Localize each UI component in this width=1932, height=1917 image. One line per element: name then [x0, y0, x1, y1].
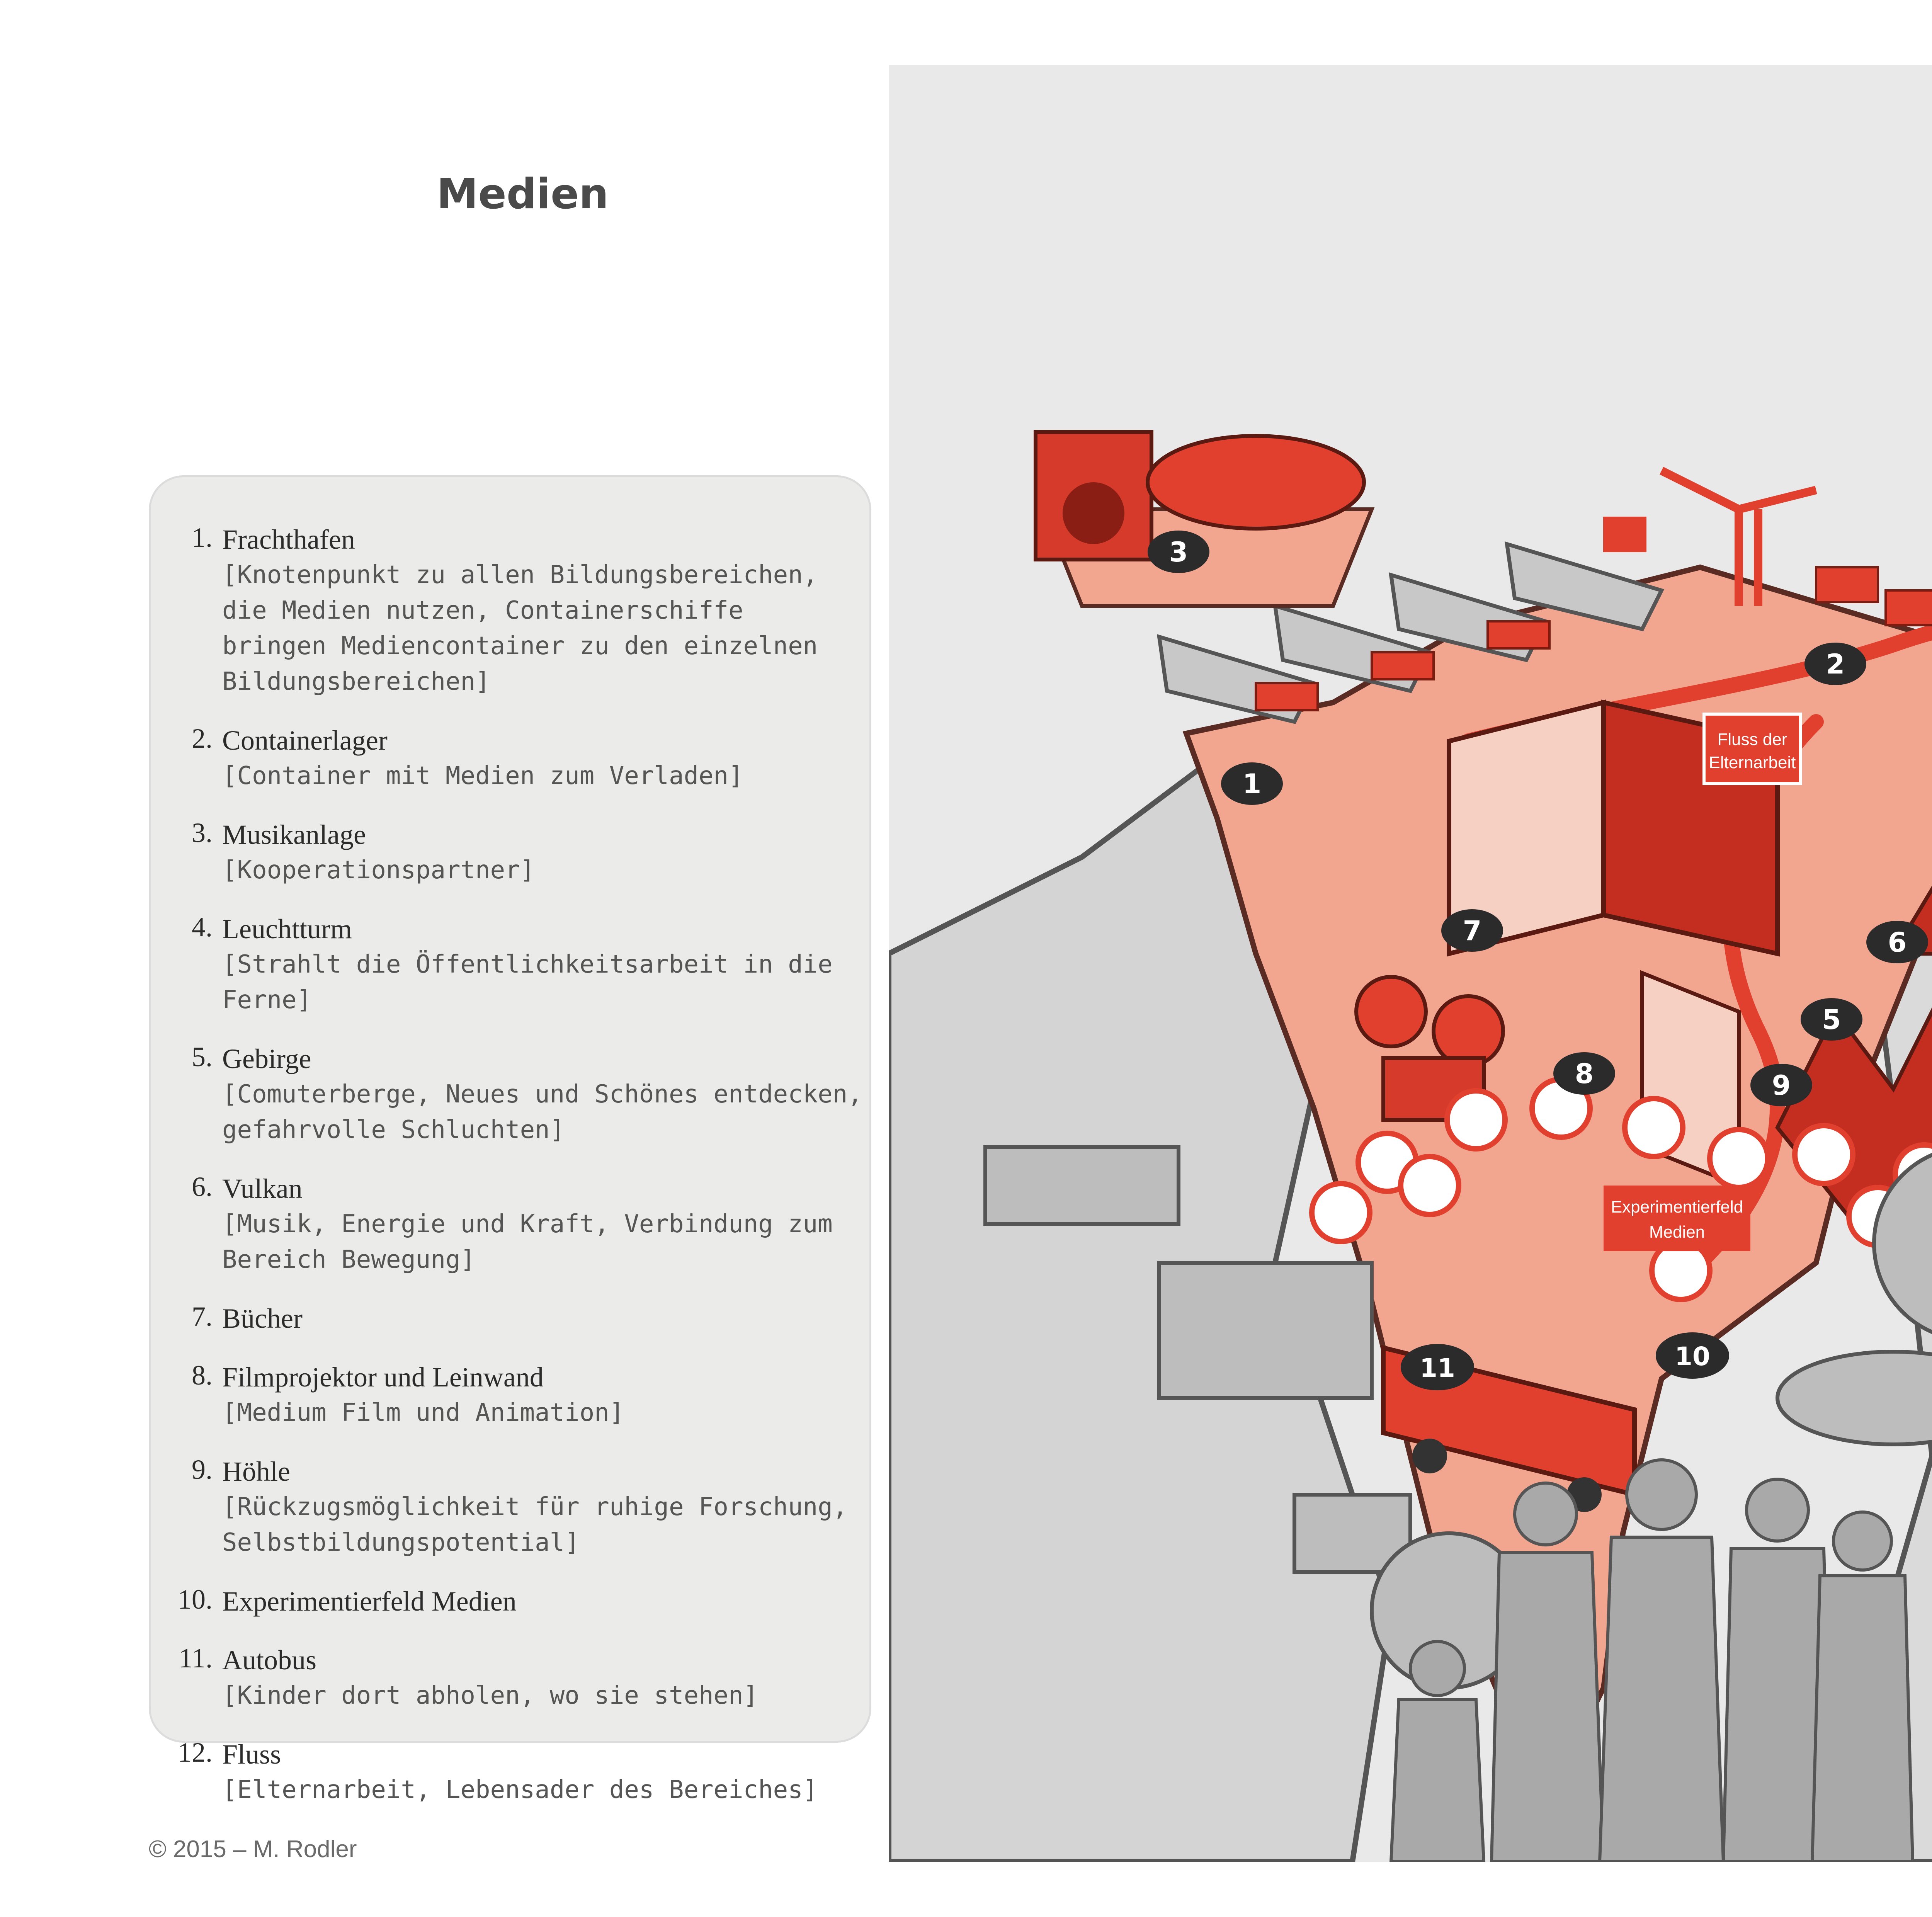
legend-title: Filmprojektor und Leinwand [222, 1362, 544, 1393]
music-island [1036, 432, 1372, 606]
legend-item [151, 1737, 869, 1808]
legend-panel [149, 475, 871, 1804]
legend-title: Autobus [222, 1645, 317, 1675]
legend-list [151, 522, 869, 1831]
marker-1-label: 1 [1242, 768, 1262, 800]
legend-item [151, 1584, 869, 1619]
marker-6[interactable] [1866, 921, 1928, 963]
legend-title: Containerlager [222, 725, 388, 756]
legend-title: Vulkan [222, 1173, 303, 1204]
legend-number: 4. [192, 912, 213, 942]
map-illustration [889, 65, 1932, 1862]
marker-11-label: 11 [1420, 1353, 1455, 1383]
legend-item [151, 1359, 869, 1431]
marker-3[interactable] [1148, 531, 1209, 573]
marker-3-label: 3 [1169, 536, 1188, 568]
legend-item [151, 1301, 869, 1336]
marker-9[interactable] [1750, 1064, 1812, 1106]
legend-description: [Comuterberge, Neues und Schönes entdecken, gefahrvolle Schluchten] [222, 1080, 862, 1144]
legend-number: 12. [178, 1737, 213, 1768]
legend-number: 11. [179, 1643, 213, 1674]
marker-10[interactable] [1656, 1332, 1729, 1379]
legend-description: [Kooperationspartner] [222, 856, 535, 885]
experiment-sign-line1: Experimentierfeld [1611, 1197, 1743, 1216]
marker-7[interactable] [1441, 909, 1503, 952]
legend-title: Bücher [222, 1303, 303, 1334]
copyright-notice: © 2015 – M. Rodler [149, 1836, 357, 1863]
legend-description: [Knotenpunkt zu allen Bildungsbereichen, die Medien nutzen, Containerschiffe bringen Mediencontainer zu den einzelnen Bildungsbereichen] [222, 561, 818, 696]
marker-6-label: 6 [1888, 927, 1907, 958]
marker-9-label: 9 [1772, 1070, 1791, 1101]
legend-item [151, 1041, 869, 1148]
legend-title: Höhle [222, 1456, 290, 1487]
legend-item [151, 1171, 869, 1277]
legend-title: Frachthafen [222, 524, 355, 555]
legend-item [151, 817, 869, 888]
legend-title: Musikanlage [222, 819, 366, 850]
legend-description: [Strahlt die Öffentlichkeitsarbeit in die Ferne] [222, 950, 833, 1014]
marker-5-label: 5 [1822, 1004, 1841, 1036]
legend-description: [Medium Film und Animation] [222, 1398, 624, 1427]
legend-title: Experimentierfeld Medien [222, 1586, 517, 1617]
page-title: Medien [437, 170, 609, 218]
legend-title: Gebirge [222, 1043, 311, 1074]
experiment-sign-line2: Medien [1649, 1223, 1705, 1242]
marker-5[interactable] [1801, 998, 1862, 1041]
legend-item [151, 1454, 869, 1560]
marker-11[interactable] [1401, 1344, 1474, 1390]
experiment-field-sign [1604, 1186, 1750, 1251]
legend-item [151, 1642, 869, 1713]
illustrated-map [889, 65, 1932, 1862]
legend-title: Fluss [222, 1739, 281, 1770]
legend-number: 5. [192, 1041, 213, 1072]
marker-2[interactable] [1804, 643, 1866, 685]
marker-8-label: 8 [1575, 1058, 1594, 1090]
legend-description: [Elternarbeit, Lebensader des Bereiches] [222, 1776, 818, 1804]
legend-number: 10. [178, 1584, 213, 1615]
legend-title: Leuchtturm [222, 913, 352, 944]
turntable-icon [1148, 436, 1364, 529]
experiment-platform [1777, 1352, 1932, 1444]
legend-number: 7. [192, 1301, 213, 1332]
legend-number: 3. [192, 817, 213, 848]
marker-2-label: 2 [1826, 648, 1845, 680]
legend-description: [Rückzugsmöglichkeit für ruhige Forschung, Selbstbildungspotential] [222, 1493, 848, 1557]
river-sign-line1: Fluss der [1717, 730, 1787, 749]
legend-description: [Kinder dort abholen, wo sie stehen] [222, 1681, 759, 1710]
river-sign [1704, 714, 1801, 784]
legend-number: 9. [192, 1454, 213, 1485]
legend-item [151, 522, 869, 699]
legend-description: [Musik, Energie und Kraft, Verbindung zum Bereich Bewegung] [222, 1210, 833, 1274]
marker-10-label: 10 [1675, 1342, 1710, 1371]
legend-number: 2. [192, 723, 213, 754]
marker-8[interactable] [1553, 1052, 1615, 1095]
legend-number: 6. [192, 1171, 213, 1202]
legend-number: 8. [192, 1360, 213, 1391]
legend-description: [Container mit Medien zum Verladen] [222, 762, 743, 790]
river-sign-line2: Elternarbeit [1709, 753, 1796, 772]
marker-7-label: 7 [1463, 915, 1482, 947]
legend-item [151, 911, 869, 1018]
marker-1[interactable] [1221, 762, 1283, 805]
legend-number: 1. [192, 522, 213, 553]
legend-item [151, 723, 869, 794]
